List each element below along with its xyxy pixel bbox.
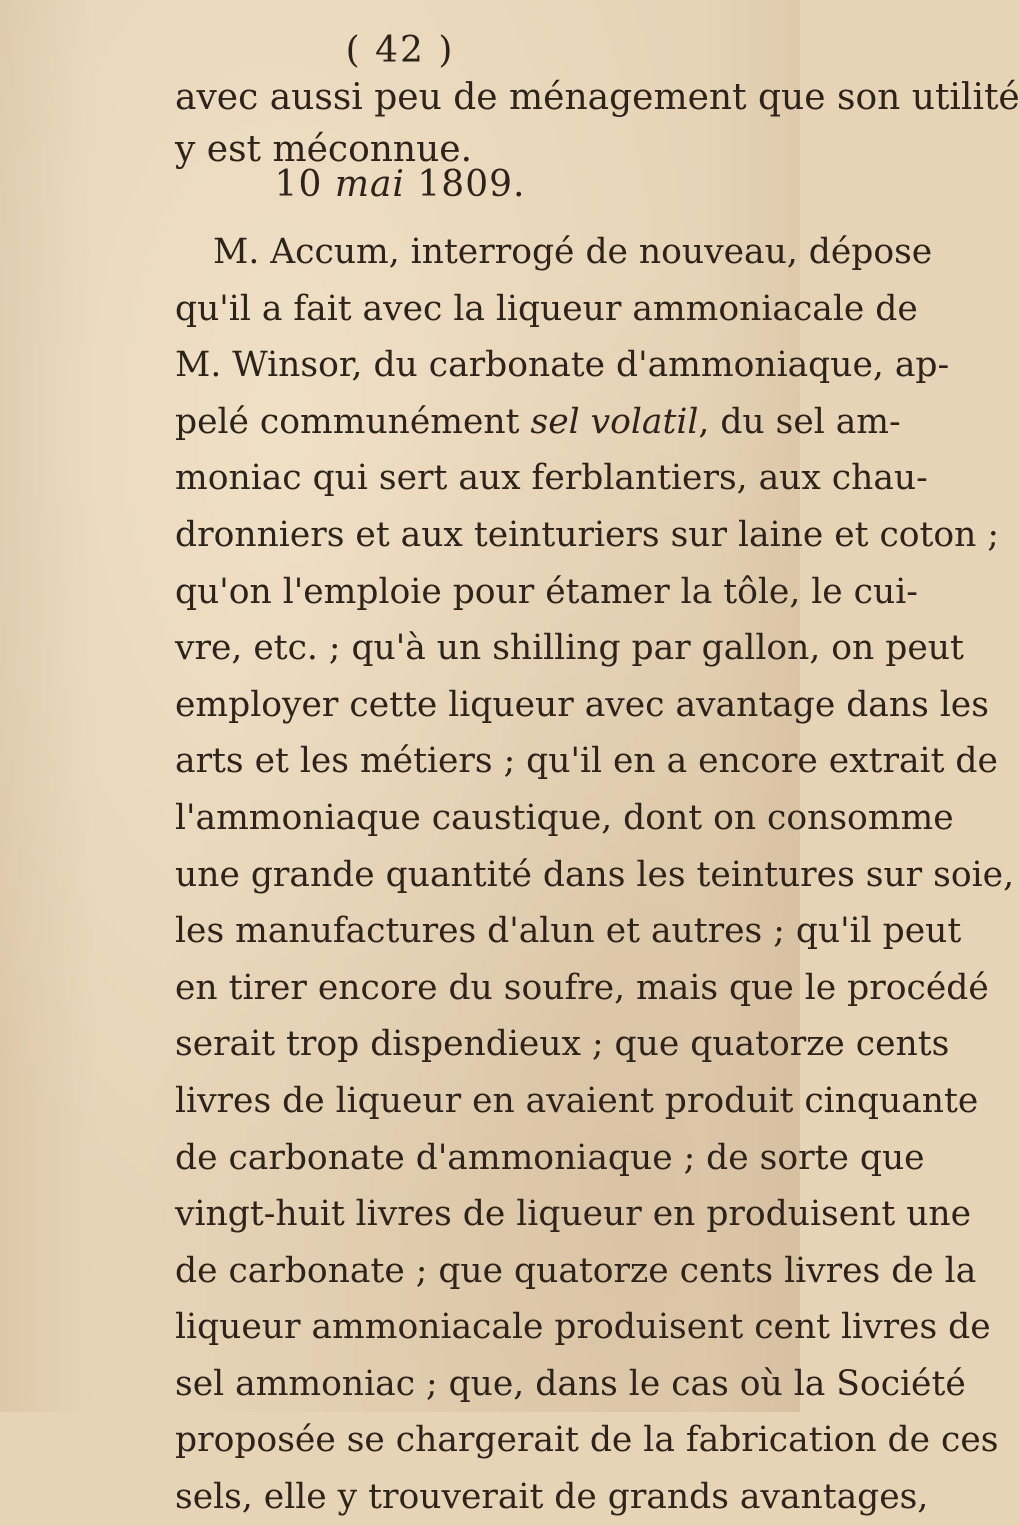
text-line: vingt-huit livres de liqueur en produisent une [175,1194,972,1235]
date-month: mai [334,164,405,205]
text-line: en tirer encore du soufre, mais que le procédé [175,967,989,1008]
date-day: 10 [274,164,323,205]
text-line: employer cette liqueur avec avantage dans les [175,684,989,725]
text-line: une grande quantité dans les teintures sur soie, [175,854,1015,895]
text-line: vre, etc. ; qu'à un shilling par gallon, on peut [175,628,964,669]
text-line: l'ammoniaque caustique, dont on consomme [175,797,954,838]
text-line: serait trop dispendieux ; que quatorze cents [175,1024,950,1065]
text-line: dronniers et aux teinturiers sur laine et coton ; [175,514,999,555]
text-line: de carbonate d'ammoniaque ; de sorte que [175,1137,925,1178]
text-line: M. Accum, interrogé de nouveau, dépose [213,232,933,272]
continuation-text [175,72,1020,176]
text-line: de carbonate ; que quatorze cents livres de la [175,1250,977,1291]
text-segment: , du sel am- [698,401,901,442]
date-year: 1809. [417,164,526,205]
text-segment: pelé communément [175,401,531,442]
text-line: qu'on l'emploie pour étamer la tôle, le cui- [175,571,918,612]
text-line: proposée se chargerait de la fabrication de ces [175,1420,999,1461]
text-line: M. Winsor, du carbonate d'ammoniaque, ap- [175,345,950,386]
text-line: qu'il a fait avec la liqueur ammoniacale de [175,288,918,329]
text-line: livres de liqueur en avaient produit cinquante [175,1080,979,1121]
body-paragraph [175,224,1015,1526]
text-line: moniac qui sert aux ferblantiers, aux chau- [175,458,928,499]
italic-term: sel volatil [530,401,699,442]
text-line: arts et les métiers ; qu'il en a encore extrait de [175,741,998,782]
text-line: avec aussi peu de ménagement que son utilité [175,77,1020,118]
text-line-with-italic [175,394,901,451]
page-number: ( 42 ) [345,30,455,71]
text-line: les manufactures d'alun et autres ; qu'il peut [175,911,962,952]
text-line: sel ammoniac ; que, dans le cas où la Société [175,1363,966,1404]
text-line: liqueur ammoniacale produisent cent livres de [175,1307,991,1348]
date-heading [0,164,800,205]
text-line: sels, elle y trouverait de grands avantages, [175,1477,929,1518]
text-line: y est méconnue. [175,129,473,170]
